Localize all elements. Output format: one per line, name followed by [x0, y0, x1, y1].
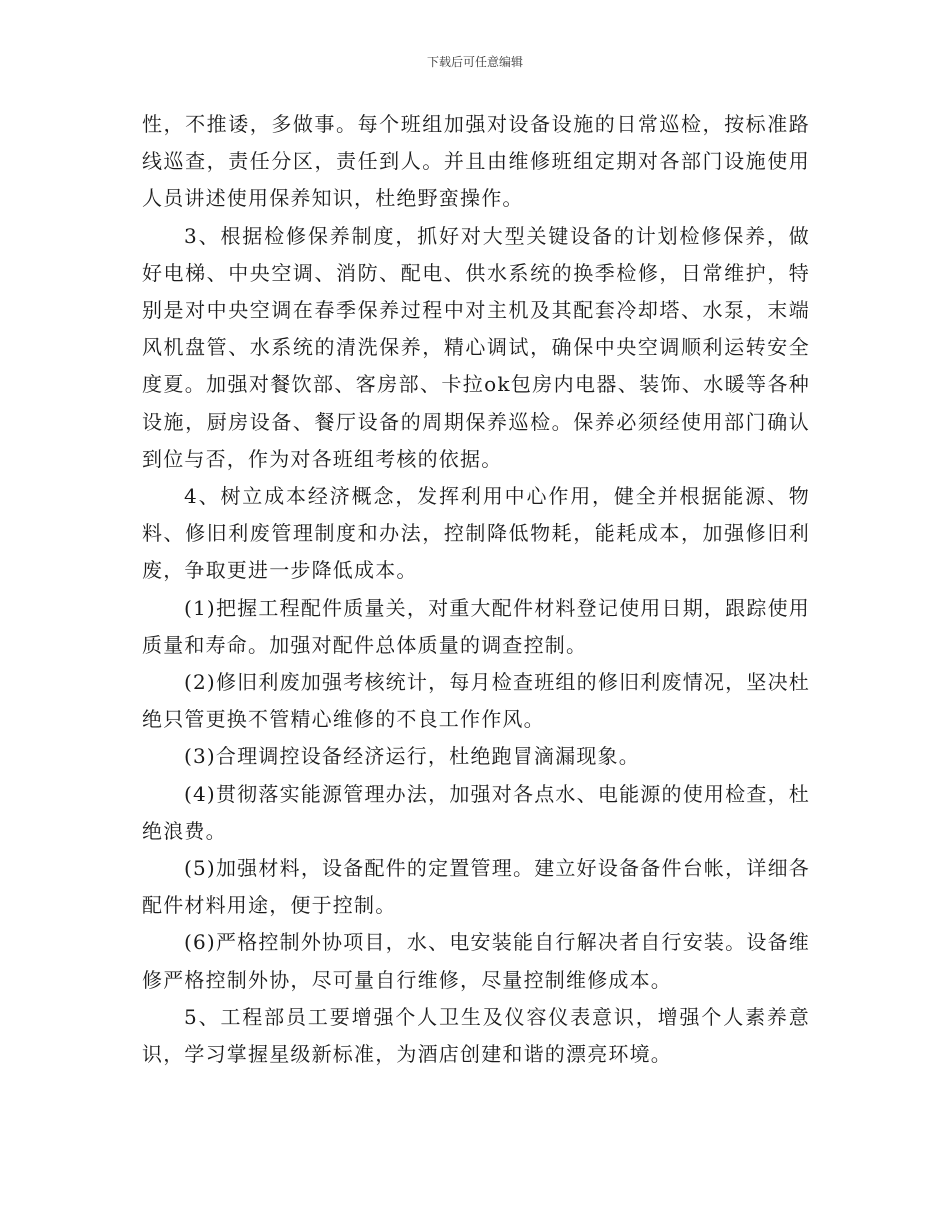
paragraph: 5、工程部员工要增强个人卫生及仪容仪表意识，增强个人素养意识，学习掌握星级新标准，为酒店创建和谐的漂亮环境。 [142, 1004, 810, 1067]
paragraph: 3、根据检修保养制度，抓好对大型关键设备的计划检修保养，做好电梯、中央空调、消防、配电、供水系统的换季检修，日常维护，特别是对中央空调在春季保养过程中对主机及其配套冷却塔、水泵，末端风机盘管、水系统的清洗保养，精心调试，确保中央空调顺利运转安全度夏。加强对餐饮部、客房部、卡拉ok包房内电器、装饰、水暖等各种设施，厨房设备、餐厅设备的周期保养巡检。保养必须经使用部门确认到位与否，作为对各班组考核的依据。 [142, 223, 810, 471]
paragraph: (2)修旧利废加强考核统计，每月检查班组的修旧利废情况，坚决杜绝只管更换不管精心维修的不良工作作风。 [142, 670, 810, 732]
document-body [142, 106, 810, 1073]
paragraph: (4)贯彻落实能源管理办法，加强对各点水、电能源的使用检查，杜绝浪费。 [142, 781, 810, 843]
page-header: 下载后可任意编辑 [426, 55, 523, 69]
paragraph: (6)严格控制外协项目，水、电安装能自行解决者自行安装。设备维修严格控制外协，尽可量自行维修，尽量控制维修成本。 [142, 930, 810, 992]
paragraph: (3)合理调控设备经济运行，杜绝跑冒滴漏现象。 [184, 744, 640, 769]
paragraph: (1)把握工程配件质量关，对重大配件材料登记使用日期，跟踪使用质量和寿命。加强对配件总体质量的调查控制。 [142, 595, 810, 657]
paragraph: 4、树立成本经济概念，发挥利用中心作用，健全并根据能源、物料、修旧利废管理制度和办法，控制降低物耗，能耗成本，加强修旧利废，争取更进一步降低成本。 [142, 484, 810, 583]
paragraph: 性，不推诿，多做事。每个班组加强对设备设施的日常巡检，按标准路线巡查，责任分区，责任到人。并且由维修班组定期对各部门设施使用人员讲述使用保养知识，杜绝野蛮操作。 [142, 112, 810, 211]
paragraph: (5)加强材料，设备配件的定置管理。建立好设备备件台帐，详细各配件材料用途，便于控制。 [142, 856, 810, 918]
